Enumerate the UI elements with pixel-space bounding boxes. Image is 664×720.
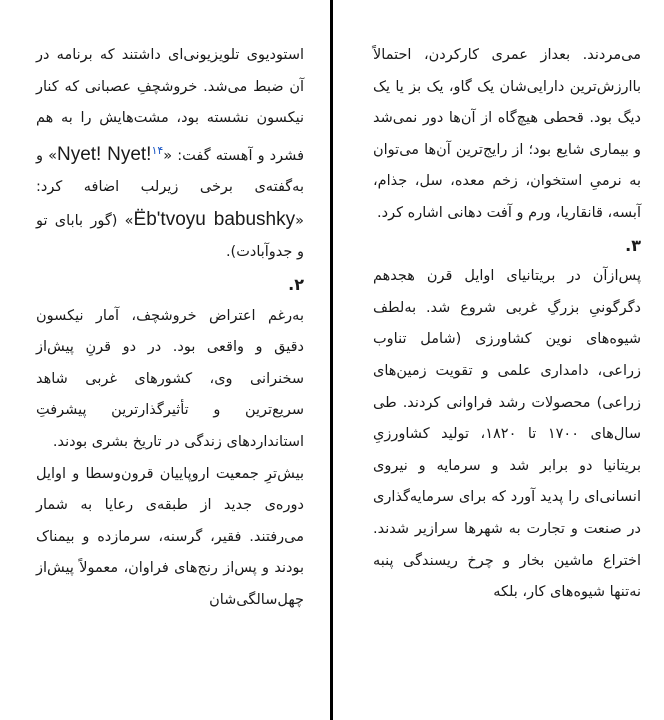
column-divider	[330, 0, 333, 720]
paragraph: بیش‌ترِ جمعیت اروپاییان قرون‌وسطا و اوایل دوره‌ی جدید از طبقه‌ی رعایا به شمار می‌رفتند. فقیر، گرسنه، سرمازده و بیمناک بودند و پس‌از رنج‌های فراوان، معمولاً پیش‌از چهل‌سالگی‌شان	[36, 465, 304, 608]
paragraph: پس‌ازآن در بریتانیای اوایل قرن هجدهم دگرگونیِ بزرگِ غربی شروع شد. به‌لطف شیوه‌های نوین کشاورزی (شامل تناوب زراعی، دامداری علمی و تقویت زمین‌های زراعی) محصولات رشد فراوانی کردند. طی سال‌های ۱۷۰۰ تا ۱۸۲۰، تولید کشاورزیِ بریتانیا دو برابر شد و سرمایه و نیروی انسانی‌ای را پدید آورد که برای سرمایه‌گذاری در صنعت و تجارت به شهرها سرازیر شدند. اختراع ماشین بخار و چرخ ریسندگی پنبه نه‌تنها شیوه‌های کار، بلکه	[373, 268, 641, 601]
left-column	[36, 40, 304, 617]
paragraph	[36, 40, 304, 269]
section-heading: ۲.	[288, 274, 304, 294]
footnote-link[interactable]: ۱۴	[151, 143, 164, 157]
section-heading: ۳.	[625, 235, 641, 255]
right-column	[373, 40, 641, 609]
paragraph-text: » و به‌گفته‌ی برخی زیرلب اضافه کرد: «	[36, 147, 304, 229]
paragraph-text: » (گور بابای تو و جدوآبادت).	[36, 212, 304, 261]
russian-quote: Ëb'tvoyu babushky	[133, 208, 296, 230]
paragraph: می‌مردند. بعداز عمری کارکردن، احتمالاً باارزش‌ترین دارایی‌شان یک گاو، یک بز یا یک دیگ بود. قحطی هیچ‌گاه از آن‌ها دور نمی‌شد و بیماری شایع بود؛ از رایج‌ترین آن‌ها می‌توان به نرمیِ استخوان، زخم معده، سل، جذام، آبسه، قانقاریا، ورم و آفت دهانی اشاره کرد.	[373, 47, 641, 221]
paragraph: به‌رغم اعتراض خروشچف، آمار نیکسون دقیق و واقعی بود. در دو قرنِ پیش‌از سخنرانی وی، کشورهای غربی شاهد سریع‌ترین و تأثیرگذارترین پیشرفتِ استانداردهای زندگی در تاریخ بشری بودند.	[36, 307, 304, 450]
russian-quote: Nyet! Nyet!	[56, 143, 152, 165]
paragraph-text: استودیوی تلویزیونی‌ای داشتند که برنامه در آن ضبط می‌شد. خروشچفِ عصبانی که کنار نیکسون نشسته بود، مشت‌هایش را به هم فشرد و آهسته گفت: «	[36, 47, 304, 164]
